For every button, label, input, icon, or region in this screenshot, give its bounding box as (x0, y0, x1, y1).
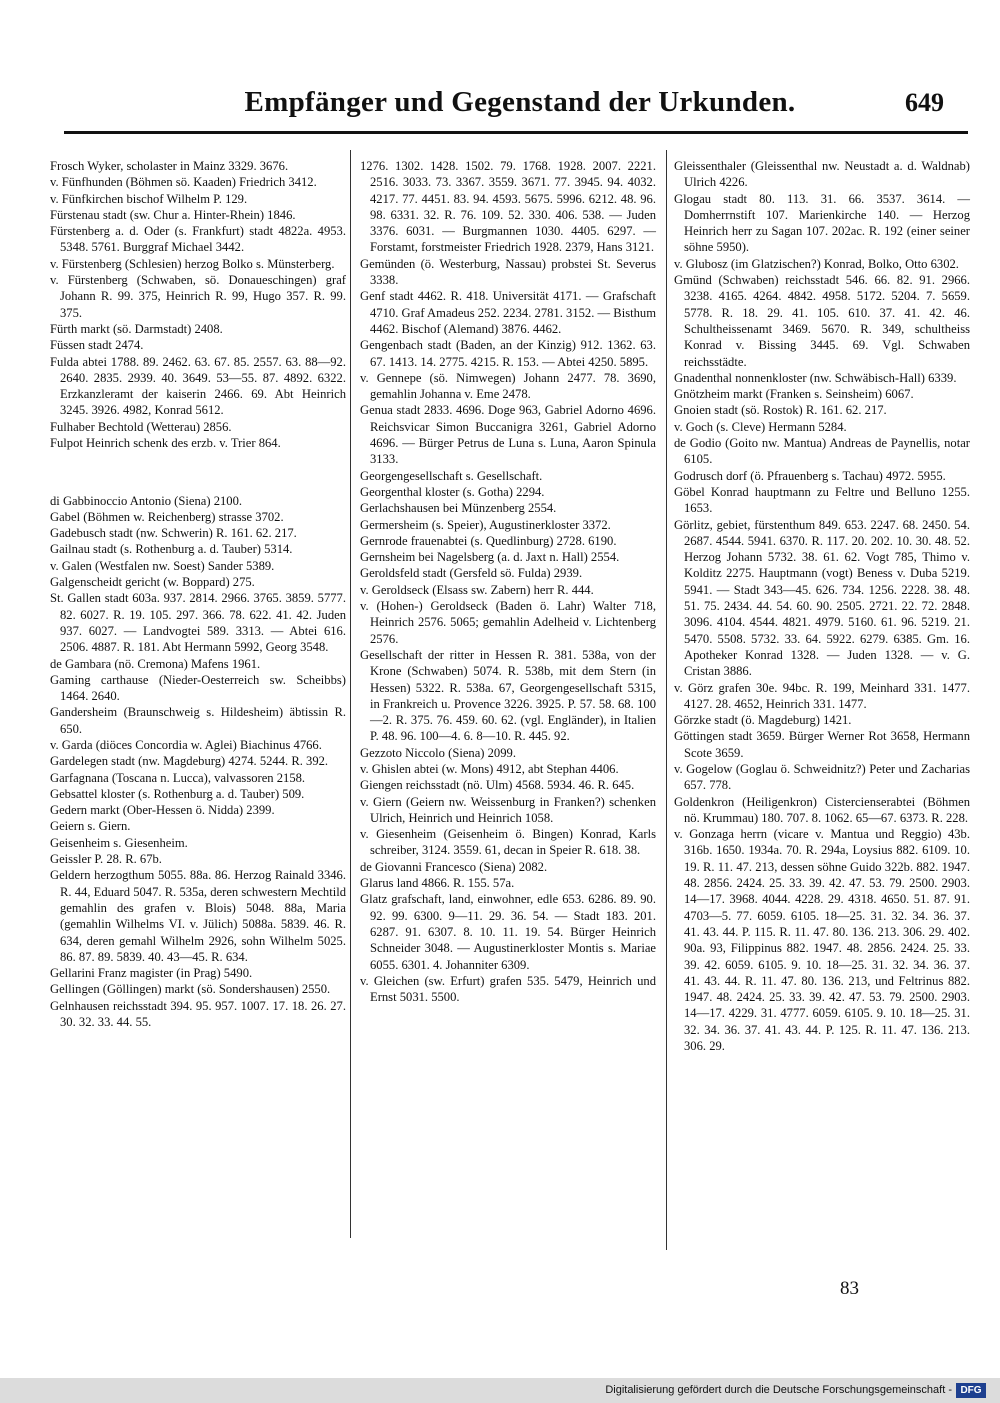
index-entry: v. Gogelow (Goglau ö. Schweidnitz?) Peter und Zacharias 657. 778. (674, 761, 970, 793)
column-divider (666, 150, 667, 1250)
index-entry: St. Gallen stadt 603a. 937. 2814. 2966. 3765. 3859. 5777. 82. 6027. R. 19. 105. 297. 366. 78. 622. 41. 42. Juden 937. 6027. — Landvogtei 589. 3313. — Abtei 616. 2506. 4887. R. 181. Abt Hermann 5992, Georg 3548. (50, 591, 346, 655)
index-entry: v. (Hohen-) Geroldseck (Baden ö. Lahr) Walter 718, Heinrich 2576. 5065; gemahlin Adelheid v. Lichtenberg 2576. (360, 599, 656, 646)
column-divider (350, 150, 351, 1238)
index-entry: v. Glubosz (im Glatzischen?) Konrad, Bolko, Otto 6302. (674, 256, 959, 271)
index-entry: Gardelegen stadt (nw. Magdeburg) 4274. 5244. R. 392. (50, 754, 329, 769)
index-column-1 (50, 158, 346, 1030)
index-entry: Gmünd (Schwaben) reichsstadt 546. 66. 82. 91. 2966. 3238. 4165. 4264. 4842. 4958. 5172. 5204. 7. 5659. 5778. R. 18. 29. 41. 105. 610. 37. 41. 42. 46. Schultheissenamt 3469. 5670. R. 349, schultheiss Konrad v. Bissing 3445. 69. Vgl. Schwaben reichsstädte. (674, 273, 970, 369)
index-entry: Gernsheim bei Nagelsberg (a. d. Jaxt n. Hall) 2554. (360, 550, 620, 565)
index-entry: v. Galen (Westfalen nw. Soest) Sander 5389. (50, 558, 275, 573)
index-entry: Gaming carthause (Nieder-Oesterreich sw. Scheibbs) 1464. 2640. (50, 672, 346, 704)
index-entry: Glatz grafschaft, land, einwohner, edle 653. 6286. 89. 90. 92. 99. 6300. 9—11. 29. 36. 54. — Stadt 183. 201. 6287. 91. 6307. 8. 10. 11. 19. 54. Bürger Heinrich Schneider 3048. — Augustinerkloster Montis s. Mariae 6055. 6301. 4. Johanniter 6309. (360, 892, 656, 972)
index-entry: v. Giern (Geiern nw. Weissenburg in Franken?) schenken Ulrich, Heinrich und Heinrich 1058. (360, 794, 656, 825)
index-entry: Göbel Konrad hauptmann zu Feltre und Belluno 1255. 1653. (674, 484, 970, 516)
index-entry: de Giovanni Francesco (Siena) 2082. (360, 859, 548, 874)
index-entry: v. Görz grafen 30e. 94bc. R. 199, Meinhard 331. 1477. 4127. 28. 4652, Heinrich 331. 1477. (674, 680, 970, 711)
index-entry: Geissler P. 28. R. 67b. (50, 852, 162, 867)
index-entry: Gandersheim (Braunschweig s. Hildesheim) äbtissin R. 650. (50, 705, 346, 736)
index-entry: Gedern markt (Ober-Hessen ö. Nidda) 2399. (50, 803, 275, 818)
header-rule (64, 131, 968, 134)
index-entry: v. Ghislen abtei (w. Mons) 4912, abt Stephan 4406. (360, 761, 619, 776)
index-entry: Gelnhausen reichsstadt 394. 95. 957. 1007. 17. 18. 26. 27. 30. 32. 33. 44. 55. (50, 998, 346, 1030)
index-entry: Fürstenberg a. d. Oder (s. Frankfurt) stadt 4822a. 4953. 5348. 5761. Burggraf Michael 3442. (50, 224, 346, 255)
index-entry: Gellingen (Göllingen) markt (sö. Sondershausen) 2550. (50, 982, 331, 997)
index-entry: Gnoien stadt (sö. Rostok) R. 161. 62. 217. (674, 403, 887, 418)
index-entry: v. Goch (s. Cleve) Hermann 5284. (674, 419, 847, 434)
page-number: 649 (905, 88, 944, 117)
index-entry: Garfagnana (Toscana n. Lucca), valvassoren 2158. (50, 770, 306, 785)
index-entry: v. Giesenheim (Geisenheim ö. Bingen) Konrad, Karls schreiber, 3124. 3559. 61, decan in Speier R. 618. 38. (360, 827, 656, 858)
index-column-2 (360, 158, 656, 1005)
index-entry: Gnadenthal nonnenkloster (nw. Schwäbisch-Hall) 6339. (674, 370, 957, 385)
index-entry: Genua stadt 2833. 4696. Doge 963, Gabriel Adorno 4696. Reichsvicar Simon Buccanigra 3261, Gabriel Adorno 4696. — Bürger Petrus de Luna s. Luna, Aaron Spinula 3133. (360, 403, 656, 467)
entry-gap (50, 464, 346, 480)
index-entry: Fulpot Heinrich schenk des erzb. v. Trier 864. (50, 436, 281, 451)
index-entry: Fürth markt (sö. Darmstadt) 2408. (50, 321, 223, 336)
index-entry: v. Fünfhunden (Böhmen sö. Kaaden) Friedrich 3412. (50, 175, 317, 190)
index-entry: Giengen reichsstadt (nö. Ulm) 4568. 5934. 46. R. 645. (360, 778, 635, 793)
index-entry: Gezzoto Niccolo (Siena) 2099. (360, 745, 516, 760)
index-entry: Görlitz, gebiet, fürstenthum 849. 653. 2247. 68. 2450. 54. 2687. 4544. 5941. 6370. R. 117. 20. 202. 10. 30. 48. 52. Herzog Johann 5732. 38. 61. 62. Vogt 785, Thimo v. Kolditz 2275. Hauptmann (vogt) Beness v. Duba 5219. 5941. — Stadt 343—45. 626. 734. 1256. 2228. 38. 48. 51. 75. 2434. 44. 54. 60. 90. 2505. 2721. 22. 72. 2848. 3096. 4104. 4544. 4821. 4979. 5160. 61. 96. 5219. 21. 5470. 5508. 5732. 33. 64. 5922. 6279. 6385. Gm. 16. Apotheker Konrad 1328. — Juden 1328. — v. G. Cristan 3886. (674, 517, 970, 679)
index-entry: Galgenscheidt gericht (w. Boppard) 275. (50, 575, 255, 590)
index-entry: Göttingen stadt 3659. Bürger Werner Rot 3658, Hermann Scote 3659. (674, 729, 970, 760)
index-entry: v. Gleichen (sw. Erfurt) grafen 535. 5479, Heinrich und Ernst 5031. 5500. (360, 973, 656, 1005)
index-entry: Fulda abtei 1788. 89. 2462. 63. 67. 85. 2557. 63. 88—92. 2640. 2835. 2939. 40. 3649. 53—55. 87. 4892. 6322. Erzkanzleramt der kaiserin 2466. 69. Abt Heinrich 3245. 3926. 4982, Konrad 5612. (50, 354, 346, 418)
index-entry: Görzke stadt (ö. Magdeburg) 1421. (674, 713, 852, 728)
index-entry: v. Fürstenberg (Schlesien) herzog Bolko s. Münsterberg. (50, 256, 335, 271)
index-entry: Glogau stadt 80. 113. 31. 66. 3537. 3614. — Domherrnstift 107. Marienkirche 140. — Herzog Heinrich herr zu Sagan 107. 202ac. R. 192 (einer seiner söhne 5950). (674, 191, 970, 255)
index-entry: Gellarini Franz magister (in Prag) 5490. (50, 966, 253, 981)
index-entry: Frosch Wyker, scholaster in Mainz 3329. 3676. (50, 159, 289, 173)
index-entry: Gemünden (ö. Westerburg, Nassau) probstei St. Severus 3338. (360, 256, 656, 288)
index-entry: di Gabbinoccio Antonio (Siena) 2100. (50, 493, 243, 508)
index-entry: Geroldsfeld stadt (Gersfeld sö. Fulda) 2939. (360, 566, 583, 581)
page-title: Empfänger und Gegenstand der Urkunden. (244, 86, 796, 118)
index-entry: Germersheim (s. Speier), Augustinerkloster 3372. (360, 517, 611, 532)
index-entry: Godrusch dorf (ö. Pfrauenberg s. Tachau) 4972. 5955. (674, 468, 946, 483)
index-entry: de Gambara (nö. Cremona) Mafens 1961. (50, 656, 261, 671)
index-entry: Glarus land 4866. R. 155. 57a. (360, 876, 515, 891)
footer-credit: Digitalisierung gefördert durch die Deutsche Forschungsgemeinschaft - (605, 1384, 952, 1396)
index-entry: 1276. 1302. 1428. 1502. 79. 1768. 1928. 2007. 2221. 2516. 3033. 73. 3367. 3559. 3671. 77. 3945. 94. 4032. 4217. 77. 4451. 83. 94. 4593. 5675. 5996. 6212. 48. 96. 98. 6331. 32. R. 76. 109. 52. 330. 406. 538. — Juden 3376. 6031. — Burgmannen 1030. 4405. 6297. — Forstamt, forstmeister Friedrich 1928. 2379, Hans 3121. (360, 159, 656, 255)
index-entry: Gernrode frauenabtei (s. Quedlinburg) 2728. 6190. (360, 533, 617, 548)
index-entry: Gadebusch stadt (nw. Schwerin) R. 161. 62. 217. (50, 526, 297, 541)
index-entry: Geiern s. Giern. (50, 819, 131, 834)
index-entry: Gleissenthaler (Gleissenthal nw. Neustadt a. d. Waldnab) Ulrich 4226. (674, 159, 970, 190)
dfg-logo-icon (956, 1383, 986, 1398)
index-entry: Genf stadt 4462. R. 418. Universität 4171. — Grafschaft 4710. Graf Amadeus 252. 2234. 2781. 3152. — Bisthum 4462. Bischof (Alemand) 3876. 4462. (360, 289, 656, 336)
index-entry: Gnötzheim markt (Franken s. Seinsheim) 6067. (674, 387, 914, 402)
index-entry: Gerlachshausen bei Münzenberg 2554. (360, 501, 557, 516)
index-entry: Gesellschaft der ritter in Hessen R. 381. 538a, von der Krone (Schwaben) 5074. R. 538b, mit dem Stern (in Hessen) 5322. R. 538a. 67, Georgengesellschaft 5315, in Frankreich u. Provence 3226. 3925. P. 57. 58. 68. 100—2. R. 375. 76. 459. 60. 62. (vgl. Engländer), in Italien P. 48. 96. 100—4. 6. 8—10. R. 445. 92. (360, 647, 656, 744)
index-entry: Füssen stadt 2474. (50, 338, 144, 353)
index-entry: v. Geroldseck (Elsass sw. Zabern) herr R. 444. (360, 582, 594, 597)
index-entry: Gabel (Böhmen w. Reichenberg) strasse 3702. (50, 509, 284, 524)
index-entry: Goldenkron (Heiligenkron) Cistercienserabtei (Böhmen nö. Krummau) 180. 707. 8. 1062. 65—67. 6373. R. 228. (674, 794, 970, 825)
index-entry: v. Fünfkirchen bischof Wilhelm P. 129. (50, 191, 248, 206)
index-entry: Gebsattel kloster (s. Rothenburg a. d. Tauber) 509. (50, 786, 305, 801)
index-entry: Georgenthal kloster (s. Gotha) 2294. (360, 484, 545, 499)
index-entry: Fürstenau stadt (sw. Chur a. Hinter-Rhein) 1846. (50, 207, 296, 222)
index-entry: Georgengesellschaft s. Gesellschaft. (360, 468, 543, 483)
index-entry: Geldern herzogthum 5055. 88a. 86. Herzog Rainald 3346. R. 44, Eduard 5047. R. 535a, deren schwestern Mechtild gemahlin des grafen v. Blois) 5048. 88a, Maria (gemahlin Wilhelms VI. v. Jülich) 5088a. 5839. 46. R. 634, deren gemahl Wilhelm 2926, sohn Wilhelm 5025. 86. 87. 89. 5839. 40. 43—45. R. 634. (50, 868, 346, 964)
index-entry: Gailnau stadt (s. Rothenburg a. d. Tauber) 5314. (50, 542, 293, 557)
index-entry: de Godio (Goito nw. Mantua) Andreas de Paynellis, notar 6105. (674, 436, 970, 467)
dfg-logo-label: DFG (960, 1385, 982, 1396)
index-entry: v. Garda (diöces Concordia w. Aglei) Biachinus 4766. (50, 737, 322, 752)
index-entry: Geisenheim s. Giesenheim. (50, 835, 188, 850)
index-entry: v. Gonzaga herrn (vicare v. Mantua und Reggio) 43b. 316b. 1650. 1934a. 70. R. 294a, Loysius 882. 6109. 10. 19. R. 11. 47. 213, dessen söhne Guido 322b. 882. 1947. 48. 2856. 2424. 25. 33. 39. 42. 47. 53. 79. 2500. 2903. 14—17. 3968. 4044. 4228. 29. 4318. 4650. 51. 87. 91. 4703—5. 77. 6059. 6105. 18—25. 31. 32. 34. 36. 37. 41. 43. 44. P. 115. R. 11. 47. 80. 136. 213. 306. 29. 402. 90a. 93, Filippinus 882. 1947. 48. 2856. 2424. 25. 33. 39. 42. 6059. 6105. 9. 10. 18—25. 31. 32. 34. 36. 37. 41. 43. 44. R. 11. 47. 80. 136. 213, und Feltrinus 882. 1947. 48. 2424. 25. 33. 39. 42. 47. 53. 79. 2500. 2903. 14—17. 4229. 31. 4777. 6059. 6105. 9. 10. 18—25. 31. 32. 34. 36. 37. 41. 43. 44. P. 125. R. 11. 47. 136. 213. 306. 29. (674, 827, 970, 1054)
index-column-3 (674, 158, 970, 1054)
index-entry: Gengenbach stadt (Baden, an der Kinzig) 912. 1362. 63. 67. 1413. 14. 2775. 4215. R. 153. — Abtei 4250. 5895. (360, 338, 656, 369)
index-entry: Fulhaber Bechtold (Wetterau) 2856. (50, 419, 232, 434)
index-entry: v. Fürstenberg (Schwaben, sö. Donaueschingen) graf Johann R. 99. 375, Heinrich R. 99, Hugo 357. R. 99. 375. (50, 273, 346, 320)
index-entry: v. Gennepe (sö. Nimwegen) Johann 2477. 78. 3690, gemahlin Johanna v. Eme 2478. (360, 370, 656, 402)
sheet-signature: 83 (840, 1278, 859, 1299)
